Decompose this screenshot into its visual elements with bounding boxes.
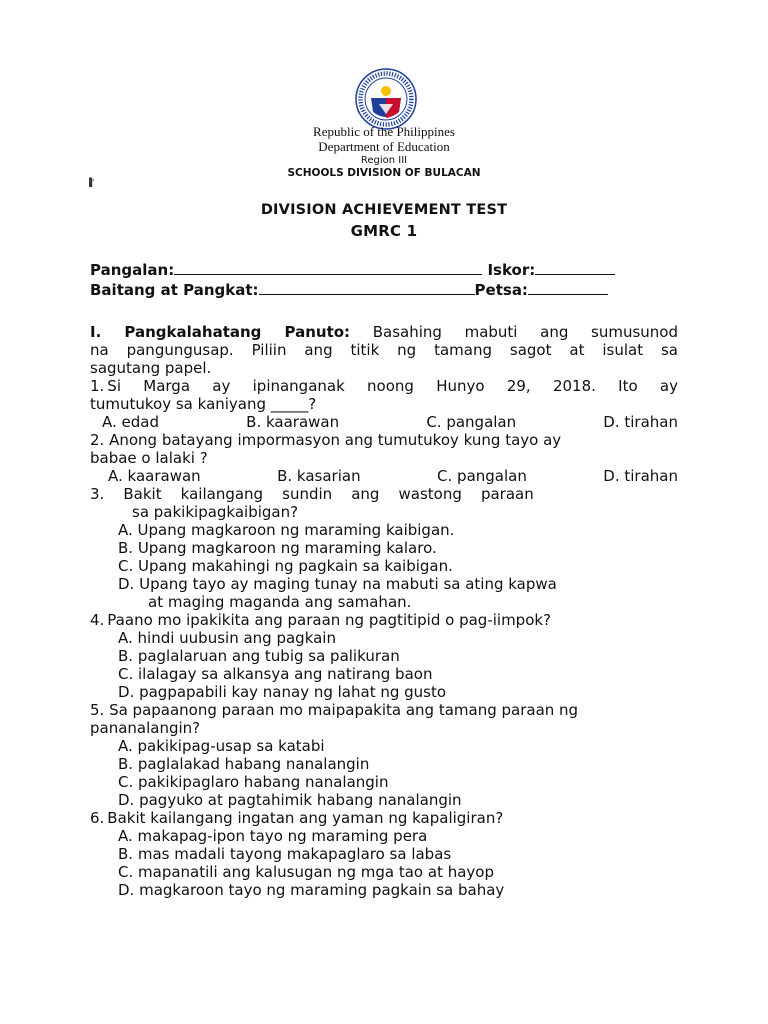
- question-4-choice-d[interactable]: D. pagpapabili kay nanay ng lahat ng gusto: [118, 683, 447, 701]
- choice-c[interactable]: C. pangalan: [437, 467, 527, 485]
- question-4-line-1: 4. Paano mo ipakikita ang paraan ng pagtitipid o pag-iimpok?: [90, 611, 552, 629]
- question-6-choice-a[interactable]: A. makapag-ipon tayo ng maraming pera: [118, 827, 428, 845]
- question-3-choice-a[interactable]: A. Upang magkaroon ng maraming kaibigan.: [118, 521, 455, 539]
- question-3-line-2: sa pakikipagkaibigan?: [132, 503, 299, 521]
- date-label: Petsa:: [474, 281, 528, 299]
- test-subject: GMRC 1: [350, 222, 418, 240]
- choice-b[interactable]: B. kasarian: [277, 467, 361, 485]
- header-division: SCHOOLS DIVISION OF BULACAN: [287, 167, 481, 179]
- name-score-row: [90, 260, 680, 279]
- choice-c[interactable]: C. pangalan: [426, 413, 517, 431]
- score-label: Iskor:: [487, 261, 536, 279]
- question-5-line-1: 5. Sa papaanong paraan mo maipapakita ang tamang paraan ng: [90, 701, 579, 719]
- question-1-choices: [90, 413, 678, 431]
- grade-blank[interactable]: [259, 280, 475, 295]
- choice-b[interactable]: B. kaarawan: [246, 413, 340, 431]
- stray-mark: ▐’: [86, 178, 95, 187]
- question-3-line-1: 3. Bakit kailangang sundin ang wastong paraan: [90, 485, 534, 503]
- question-5-choice-c[interactable]: C. pakikipaglaro habang nanalangin: [118, 773, 389, 791]
- directions-heading: I. Pangkalahatang Panuto:: [90, 323, 351, 341]
- question-2-choices: [90, 467, 678, 485]
- question-6-choice-d[interactable]: D. magkaroon tayo ng maraming pagkain sa bahay: [118, 881, 505, 899]
- date-blank[interactable]: [528, 280, 608, 295]
- test-title: DIVISION ACHIEVEMENT TEST: [260, 202, 508, 218]
- question-4-choice-b[interactable]: B. paglalaruan ang tubig sa palikuran: [118, 647, 400, 665]
- test-content: [90, 323, 678, 899]
- score-blank[interactable]: [535, 260, 615, 275]
- name-blank[interactable]: [174, 260, 482, 275]
- directions-line-1: I. Pangkalahatang Panuto: Basahing mabuti ang sumusunod: [90, 323, 678, 341]
- choice-a[interactable]: A. kaarawan: [108, 467, 201, 485]
- question-5-choice-b[interactable]: B. paglalakad habang nanalangin: [118, 755, 370, 773]
- choice-a[interactable]: A. edad: [102, 413, 159, 431]
- question-3-choice-c[interactable]: C. Upang makahingi ng pagkain sa kaibigan.: [118, 557, 453, 575]
- grade-label: Baitang at Pangkat:: [90, 281, 259, 299]
- question-3-choice-d-continued: at maging maganda ang samahan.: [148, 593, 412, 611]
- header-department: Department of Education: [318, 139, 450, 154]
- choice-d[interactable]: D. tirahan: [603, 467, 678, 485]
- name-label: Pangalan:: [90, 261, 175, 279]
- grade-date-row: [90, 280, 680, 299]
- deped-seal-logo: [355, 68, 417, 130]
- question-2-line-2: babae o lalaki ?: [90, 449, 208, 467]
- question-1-line-1: 1. Si Marga ay ipinanganak noong Hunyo 29, 2018. Ito ay: [90, 377, 678, 395]
- question-6-choice-b[interactable]: B. mas madali tayong makapaglaro sa labas: [118, 845, 452, 863]
- header-region: Region III: [360, 155, 408, 166]
- question-5-choice-d[interactable]: D. pagyuko at pagtahimik habang nanalangin: [118, 791, 462, 809]
- question-6-choice-c[interactable]: C. mapanatili ang kalusugan ng mga tao at hayop: [118, 863, 494, 881]
- question-1-line-2: tumutukoy sa kaniyang _____?: [90, 395, 317, 413]
- directions-line-2: na pangungusap. Piliin ang titik ng tamang sagot at isulat sa: [90, 341, 678, 359]
- question-5-choice-a[interactable]: A. pakikipag-usap sa katabi: [118, 737, 325, 755]
- question-5-line-2: pananalangin?: [90, 719, 201, 737]
- question-3-choice-d[interactable]: D. Upang tayo ay maging tunay na mabuti sa ating kapwa: [118, 575, 557, 593]
- question-4-choice-c[interactable]: C. ilalagay sa alkansya ang natirang baon: [118, 665, 433, 683]
- question-2-line-1: 2. Anong batayang impormasyon ang tumutukoy kung tayo ay: [90, 431, 562, 449]
- header-republic: Republic of the Philippines: [313, 124, 455, 139]
- question-6-line-1: 6. Bakit kailangang ingatan ang yaman ng kapaligiran?: [90, 809, 504, 827]
- directions-line-3: sagutang papel.: [90, 359, 212, 377]
- question-4-choice-a[interactable]: A. hindi uubusin ang pagkain: [118, 629, 336, 647]
- question-3-choice-b[interactable]: B. Upang magkaroon ng maraming kalaro.: [118, 539, 437, 557]
- choice-d[interactable]: D. tirahan: [603, 413, 678, 431]
